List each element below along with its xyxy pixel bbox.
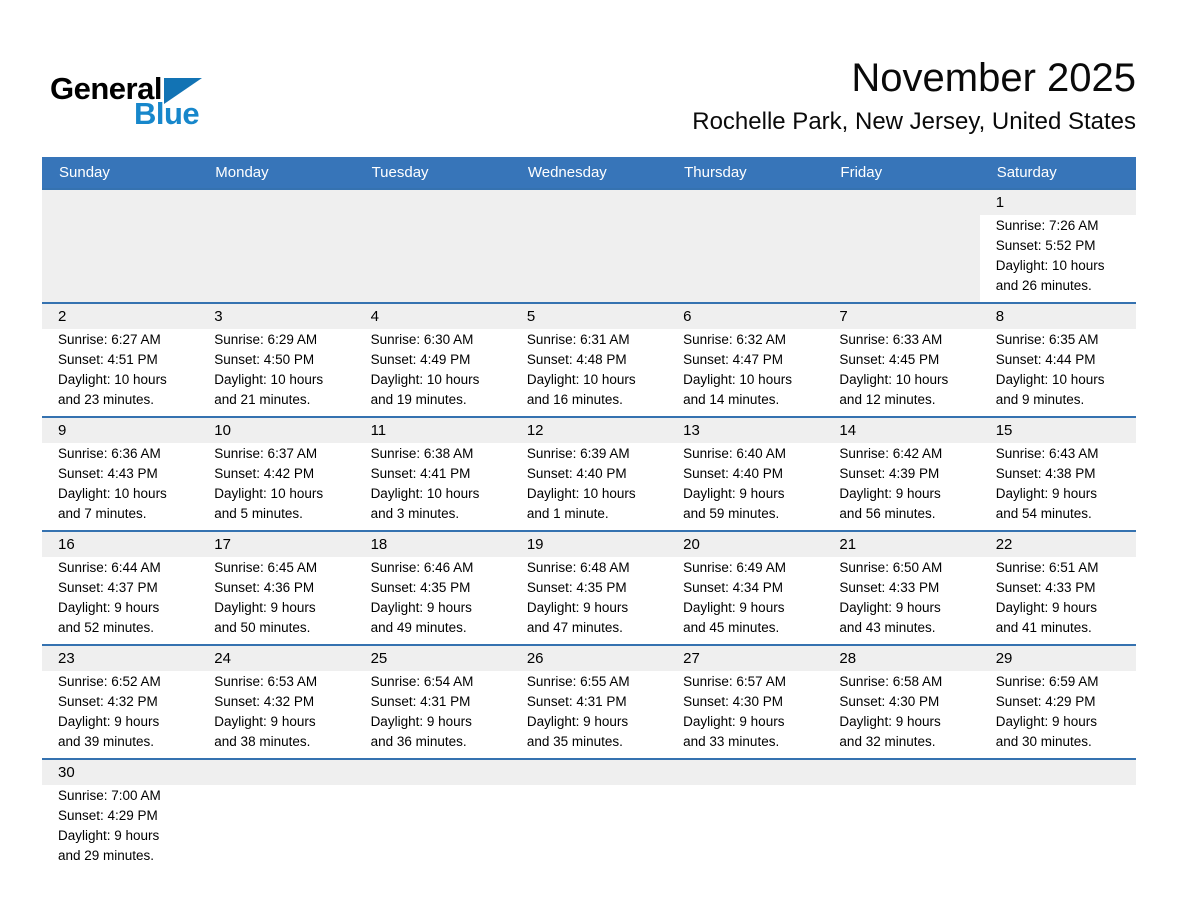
sunset-text: Sunset: 4:32 PM <box>214 694 315 709</box>
empty-day-cell <box>667 760 823 872</box>
sunrise-text: Sunrise: 6:57 AM <box>683 674 786 689</box>
day-cell-29 <box>980 646 1136 758</box>
day-details <box>355 329 511 416</box>
day-number: 6 <box>667 304 823 329</box>
sunset-text: Sunset: 4:30 PM <box>839 694 940 709</box>
daylight-text-line2: and 49 minutes. <box>370 620 467 635</box>
day-cell-3 <box>198 304 354 416</box>
week-row-4 <box>42 530 1136 644</box>
sunrise-text: Sunrise: 6:27 AM <box>58 332 161 347</box>
logo-text-blue: Blue <box>134 96 200 131</box>
daylight-text-line2: and 7 minutes. <box>58 506 147 521</box>
day-number: 9 <box>42 418 198 443</box>
daylight-text-line2: and 21 minutes. <box>214 392 311 407</box>
sunset-text: Sunset: 4:40 PM <box>683 466 783 481</box>
day-number: 3 <box>198 304 354 329</box>
sunset-text: Sunset: 4:44 PM <box>995 352 1096 367</box>
sunrise-text: Sunrise: 6:43 AM <box>995 446 1099 461</box>
daylight-text-line2: and 59 minutes. <box>683 506 780 521</box>
day-number: 29 <box>980 646 1136 671</box>
daylight-text-line2: and 41 minutes. <box>995 620 1092 635</box>
daylight-text-line1: Daylight: 9 hours <box>526 714 629 729</box>
sunset-text: Sunset: 4:38 PM <box>995 466 1096 481</box>
generalblue-logo <box>50 71 250 131</box>
day-details <box>355 443 511 530</box>
sunrise-text: Sunrise: 6:52 AM <box>58 674 161 689</box>
sunrise-text: Sunrise: 6:36 AM <box>58 446 161 461</box>
daylight-text-line1: Daylight: 9 hours <box>214 714 316 729</box>
empty-day-cell <box>355 190 511 302</box>
page-title: November 2025 <box>851 56 1136 100</box>
day-cell-16 <box>42 532 198 644</box>
page-header <box>0 0 1188 157</box>
daylight-text-line1: Daylight: 9 hours <box>839 714 941 729</box>
day-cell-8 <box>980 304 1136 416</box>
day-cell-25 <box>355 646 511 758</box>
day-cell-14 <box>823 418 979 530</box>
sunset-text: Sunset: 4:40 PM <box>526 466 627 481</box>
day-details <box>667 557 823 644</box>
day-details <box>980 443 1136 530</box>
sunset-text: Sunset: 4:30 PM <box>683 694 783 709</box>
daylight-text-line2: and 32 minutes. <box>839 734 936 749</box>
daylight-text-line2: and 56 minutes. <box>839 506 936 521</box>
daylight-text-line1: Daylight: 9 hours <box>58 828 160 843</box>
sunrise-text: Sunrise: 7:00 AM <box>58 788 161 803</box>
day-details <box>980 215 1136 302</box>
day-cell-28 <box>823 646 979 758</box>
day-number: 24 <box>198 646 354 671</box>
daylight-text-line2: and 19 minutes. <box>370 392 467 407</box>
day-details <box>198 671 354 758</box>
weekday-friday: Friday <box>840 164 883 181</box>
day-number: 23 <box>42 646 198 671</box>
daylight-text-line2: and 9 minutes. <box>995 392 1085 407</box>
day-cell-1 <box>980 190 1136 302</box>
day-cell-22 <box>980 532 1136 644</box>
daylight-text-line1: Daylight: 10 hours <box>58 486 167 501</box>
sunset-text: Sunset: 4:45 PM <box>839 352 940 367</box>
day-cell-21 <box>823 532 979 644</box>
sunset-text: Sunset: 4:48 PM <box>526 352 627 367</box>
daylight-text-line2: and 36 minutes. <box>370 734 467 749</box>
day-details <box>42 671 198 758</box>
sunrise-text: Sunrise: 6:37 AM <box>214 446 318 461</box>
day-details <box>980 557 1136 644</box>
empty-day-cell <box>198 760 354 872</box>
day-details <box>980 329 1136 416</box>
sunrise-text: Sunrise: 6:29 AM <box>214 332 318 347</box>
week-row-2 <box>42 302 1136 416</box>
day-cell-26 <box>511 646 667 758</box>
day-details <box>198 443 354 530</box>
day-details <box>667 443 823 530</box>
sunrise-text: Sunrise: 6:35 AM <box>995 332 1099 347</box>
day-cell-27 <box>667 646 823 758</box>
day-number: 30 <box>42 760 198 785</box>
daylight-text-line1: Daylight: 9 hours <box>370 714 472 729</box>
sunrise-text: Sunrise: 6:50 AM <box>839 560 943 575</box>
day-cell-30 <box>42 760 198 872</box>
day-number: 14 <box>823 418 979 443</box>
day-number: 13 <box>667 418 823 443</box>
sunset-text: Sunset: 4:41 PM <box>370 466 471 481</box>
daylight-text-line1: Daylight: 9 hours <box>683 600 785 615</box>
day-number: 27 <box>667 646 823 671</box>
daylight-text-line1: Daylight: 10 hours <box>370 486 480 501</box>
daylight-text-line1: Daylight: 9 hours <box>370 600 472 615</box>
day-number: 1 <box>980 190 1136 215</box>
weekday-tuesday: Tuesday <box>371 164 429 181</box>
week-row-1 <box>42 188 1136 302</box>
daylight-text-line2: and 5 minutes. <box>214 506 303 521</box>
day-cell-13 <box>667 418 823 530</box>
daylight-text-line1: Daylight: 10 hours <box>214 372 324 387</box>
daylight-text-line2: and 29 minutes. <box>58 848 155 863</box>
daylight-text-line1: Daylight: 10 hours <box>995 258 1105 273</box>
sunrise-text: Sunrise: 6:38 AM <box>370 446 474 461</box>
day-number: 26 <box>511 646 667 671</box>
sunset-text: Sunset: 4:31 PM <box>370 694 471 709</box>
daylight-text-line2: and 43 minutes. <box>839 620 936 635</box>
daylight-text-line1: Daylight: 10 hours <box>58 372 167 387</box>
sunset-text: Sunset: 4:35 PM <box>370 580 471 595</box>
daylight-text-line1: Daylight: 10 hours <box>995 372 1105 387</box>
daylight-text-line1: Daylight: 10 hours <box>526 486 636 501</box>
daylight-text-line2: and 16 minutes. <box>526 392 623 407</box>
sunrise-text: Sunrise: 6:55 AM <box>526 674 630 689</box>
day-details <box>42 443 198 530</box>
daylight-text-line1: Daylight: 9 hours <box>995 714 1098 729</box>
daylight-text-line2: and 1 minute. <box>526 506 609 521</box>
day-details <box>980 671 1136 758</box>
daylight-text-line2: and 3 minutes. <box>370 506 460 521</box>
sunset-text: Sunset: 5:52 PM <box>995 238 1096 253</box>
sunrise-text: Sunrise: 7:26 AM <box>995 218 1099 233</box>
day-details <box>511 443 667 530</box>
empty-day-cell <box>511 190 667 302</box>
sunset-text: Sunset: 4:32 PM <box>58 694 158 709</box>
daylight-text-line1: Daylight: 10 hours <box>370 372 480 387</box>
daylight-text-line1: Daylight: 9 hours <box>995 600 1098 615</box>
day-cell-23 <box>42 646 198 758</box>
day-details <box>42 329 198 416</box>
daylight-text-line1: Daylight: 9 hours <box>214 600 316 615</box>
day-details <box>823 671 979 758</box>
day-cell-18 <box>355 532 511 644</box>
daylight-text-line1: Daylight: 9 hours <box>683 486 785 501</box>
day-cell-24 <box>198 646 354 758</box>
daylight-text-line2: and 50 minutes. <box>214 620 311 635</box>
day-number: 21 <box>823 532 979 557</box>
day-details <box>667 671 823 758</box>
sunset-text: Sunset: 4:47 PM <box>683 352 783 367</box>
empty-day-cell <box>823 760 979 872</box>
sunset-text: Sunset: 4:50 PM <box>214 352 315 367</box>
daylight-text-line2: and 30 minutes. <box>995 734 1092 749</box>
day-cell-7 <box>823 304 979 416</box>
daylight-text-line1: Daylight: 9 hours <box>58 600 160 615</box>
day-details <box>355 557 511 644</box>
daylight-text-line2: and 33 minutes. <box>683 734 780 749</box>
sunrise-text: Sunrise: 6:53 AM <box>214 674 318 689</box>
daylight-text-line2: and 52 minutes. <box>58 620 155 635</box>
week-row-5 <box>42 644 1136 758</box>
daylight-text-line2: and 14 minutes. <box>683 392 780 407</box>
sunset-text: Sunset: 4:33 PM <box>839 580 940 595</box>
day-number: 28 <box>823 646 979 671</box>
weekday-saturday: Saturday <box>996 164 1057 181</box>
day-cell-6 <box>667 304 823 416</box>
sunrise-text: Sunrise: 6:40 AM <box>683 446 786 461</box>
daylight-text-line1: Daylight: 9 hours <box>995 486 1098 501</box>
daylight-text-line2: and 54 minutes. <box>995 506 1092 521</box>
day-details <box>42 785 198 872</box>
day-number: 20 <box>667 532 823 557</box>
day-number: 17 <box>198 532 354 557</box>
day-details <box>355 671 511 758</box>
sunrise-text: Sunrise: 6:30 AM <box>370 332 474 347</box>
sunrise-text: Sunrise: 6:33 AM <box>839 332 943 347</box>
daylight-text-line1: Daylight: 9 hours <box>839 600 941 615</box>
sunrise-text: Sunrise: 6:58 AM <box>839 674 943 689</box>
sunrise-text: Sunrise: 6:32 AM <box>683 332 786 347</box>
page-subtitle: Rochelle Park, New Jersey, United States <box>692 108 1136 135</box>
sunrise-text: Sunrise: 6:48 AM <box>526 560 630 575</box>
day-cell-17 <box>198 532 354 644</box>
sunset-text: Sunset: 4:39 PM <box>839 466 940 481</box>
day-cell-4 <box>355 304 511 416</box>
weekday-thursday: Thursday <box>684 164 747 181</box>
sunrise-text: Sunrise: 6:46 AM <box>370 560 474 575</box>
day-details <box>198 557 354 644</box>
sunrise-text: Sunrise: 6:45 AM <box>214 560 318 575</box>
sunset-text: Sunset: 4:37 PM <box>58 580 158 595</box>
daylight-text-line1: Daylight: 9 hours <box>839 486 941 501</box>
daylight-text-line1: Daylight: 10 hours <box>839 372 949 387</box>
day-cell-20 <box>667 532 823 644</box>
day-cell-5 <box>511 304 667 416</box>
sunrise-text: Sunrise: 6:51 AM <box>995 560 1099 575</box>
day-number: 16 <box>42 532 198 557</box>
day-cell-2 <box>42 304 198 416</box>
sunrise-text: Sunrise: 6:44 AM <box>58 560 161 575</box>
day-details <box>198 329 354 416</box>
daylight-text-line2: and 45 minutes. <box>683 620 780 635</box>
day-details <box>511 557 667 644</box>
day-number: 2 <box>42 304 198 329</box>
logo-text-general: General <box>50 71 162 106</box>
daylight-text-line1: Daylight: 9 hours <box>58 714 160 729</box>
day-number: 10 <box>198 418 354 443</box>
day-number: 18 <box>355 532 511 557</box>
weekday-header-row <box>42 157 1136 188</box>
day-number: 15 <box>980 418 1136 443</box>
daylight-text-line2: and 23 minutes. <box>58 392 155 407</box>
day-number: 12 <box>511 418 667 443</box>
sunrise-text: Sunrise: 6:59 AM <box>995 674 1099 689</box>
day-cell-19 <box>511 532 667 644</box>
daylight-text-line2: and 47 minutes. <box>526 620 623 635</box>
day-details <box>667 329 823 416</box>
empty-day-cell <box>198 190 354 302</box>
daylight-text-line2: and 12 minutes. <box>839 392 936 407</box>
daylight-text-line1: Daylight: 10 hours <box>526 372 636 387</box>
empty-day-cell <box>511 760 667 872</box>
day-number: 19 <box>511 532 667 557</box>
daylight-text-line1: Daylight: 9 hours <box>683 714 785 729</box>
sunset-text: Sunset: 4:42 PM <box>214 466 315 481</box>
sunset-text: Sunset: 4:29 PM <box>58 808 158 823</box>
day-number: 4 <box>355 304 511 329</box>
week-row-6 <box>42 758 1136 872</box>
sunset-text: Sunset: 4:51 PM <box>58 352 158 367</box>
day-number: 22 <box>980 532 1136 557</box>
day-details <box>511 329 667 416</box>
day-number: 25 <box>355 646 511 671</box>
sunrise-text: Sunrise: 6:31 AM <box>526 332 630 347</box>
daylight-text-line2: and 38 minutes. <box>214 734 311 749</box>
day-details <box>823 329 979 416</box>
daylight-text-line1: Daylight: 10 hours <box>214 486 324 501</box>
day-cell-11 <box>355 418 511 530</box>
sunset-text: Sunset: 4:35 PM <box>526 580 627 595</box>
empty-day-cell <box>355 760 511 872</box>
sunset-text: Sunset: 4:33 PM <box>995 580 1096 595</box>
weekday-wednesday: Wednesday <box>527 164 607 181</box>
week-row-3 <box>42 416 1136 530</box>
daylight-text-line2: and 26 minutes. <box>995 278 1092 293</box>
daylight-text-line2: and 39 minutes. <box>58 734 155 749</box>
sunset-text: Sunset: 4:29 PM <box>995 694 1096 709</box>
day-details <box>823 557 979 644</box>
sunset-text: Sunset: 4:49 PM <box>370 352 471 367</box>
sunset-text: Sunset: 4:34 PM <box>683 580 783 595</box>
sunrise-text: Sunrise: 6:49 AM <box>683 560 786 575</box>
empty-day-cell <box>980 760 1136 872</box>
day-number: 8 <box>980 304 1136 329</box>
sunset-text: Sunset: 4:43 PM <box>58 466 158 481</box>
day-cell-10 <box>198 418 354 530</box>
day-details <box>511 671 667 758</box>
sunrise-text: Sunrise: 6:54 AM <box>370 674 474 689</box>
empty-day-cell <box>667 190 823 302</box>
sunrise-text: Sunrise: 6:39 AM <box>526 446 630 461</box>
day-details <box>42 557 198 644</box>
day-number: 7 <box>823 304 979 329</box>
weekday-sunday: Sunday <box>59 164 110 181</box>
sunset-text: Sunset: 4:36 PM <box>214 580 315 595</box>
empty-day-cell <box>823 190 979 302</box>
title-block <box>692 56 1136 136</box>
calendar <box>42 157 1136 872</box>
day-cell-15 <box>980 418 1136 530</box>
weekday-monday: Monday <box>215 164 269 181</box>
empty-day-cell <box>42 190 198 302</box>
daylight-text-line2: and 35 minutes. <box>526 734 623 749</box>
daylight-text-line1: Daylight: 9 hours <box>526 600 629 615</box>
day-number: 5 <box>511 304 667 329</box>
daylight-text-line1: Daylight: 10 hours <box>683 372 792 387</box>
sunset-text: Sunset: 4:31 PM <box>526 694 627 709</box>
day-number: 11 <box>355 418 511 443</box>
day-cell-9 <box>42 418 198 530</box>
day-cell-12 <box>511 418 667 530</box>
sunrise-text: Sunrise: 6:42 AM <box>839 446 943 461</box>
day-details <box>823 443 979 530</box>
